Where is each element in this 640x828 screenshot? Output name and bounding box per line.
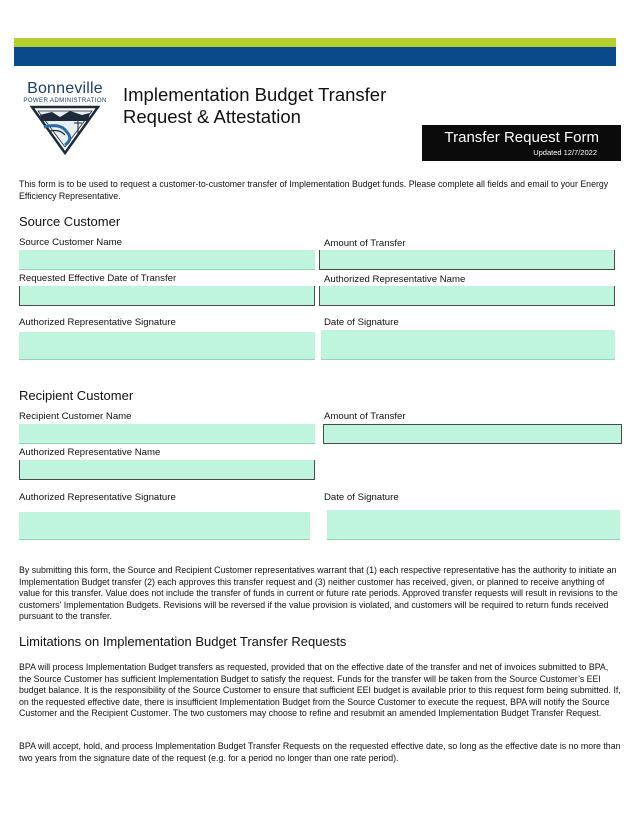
recipient-amount-input[interactable]: [323, 424, 622, 444]
recipient-signature-input[interactable]: [19, 512, 310, 540]
recipient-name-label: Recipient Customer Name: [19, 411, 132, 422]
source-signature-label: Authorized Representative Signature: [19, 317, 176, 328]
limitations-paragraph-2: BPA will accept, hold, and process Implementation Budget Transfer Requests on the requested effective date, so long as the effective date is no more than two years from the signature date of the request (e.g. for a period no longer than one rate period).: [19, 741, 621, 763]
form-name: Transfer Request Form: [444, 129, 599, 146]
logo-wordmark: Bonneville: [27, 80, 103, 97]
logo-subtitle: POWER ADMINISTRATION: [23, 97, 107, 104]
source-rep-input[interactable]: [319, 286, 615, 306]
limitations-heading: Limitations on Implementation Budget Transfer Requests: [19, 634, 347, 649]
recipient-signature-label: Authorized Representative Signature: [19, 492, 176, 503]
page-title: Implementation Budget Transfer Request & Attestation: [123, 84, 387, 127]
source-signature-input[interactable]: [19, 332, 315, 360]
limitations-paragraph-1: BPA will process Implementation Budget transfers as requested, provided that on the effective date of the transfer and net of invoices submitted to BPA, the Source Customer has sufficient Implementation Budget to satisfy the request. Funds for the transfer will be taken from the Source Customer’s EEI budget balance. It is the responsibility of the Source Customer to ensure that sufficient EEI budget is available prior to this request form being submitted. If, on the requested effective date, there is insufficient Implementation Budget from the Source Customer to execute the request, BPA will notify the Source Customer and the Recipient Customer. The two customers may choose to refine and resubmit an amended Implementation Budget Transfer Request.: [19, 662, 621, 718]
header-brand-bar: [14, 47, 616, 66]
source-sig-date-input[interactable]: [321, 330, 615, 360]
source-name-label: Source Customer Name: [19, 237, 122, 248]
source-amount-input[interactable]: [319, 250, 615, 270]
recipient-sig-date-input[interactable]: [327, 510, 620, 540]
bpa-logo-emblem-icon: [30, 105, 100, 155]
recipient-heading: Recipient Customer: [19, 388, 134, 403]
source-amount-label: Amount of Transfer: [324, 238, 406, 249]
source-rep-label: Authorized Representative Name: [324, 274, 466, 285]
intro-text: This form is to be used to request a customer-to-customer transfer of Implementation Budget funds. Please complete all fields and email to your Energy Efficiency Representative.: [19, 179, 609, 201]
source-sig-date-label: Date of Signature: [324, 317, 399, 328]
source-name-input[interactable]: [19, 250, 315, 270]
updated-date: Updated 12/7/2022: [533, 148, 597, 157]
recipient-amount-label: Amount of Transfer: [324, 411, 406, 422]
attestation-text: By submitting this form, the Source and Recipient Customer representatives warrant that (1) each respective representative has the authority to initiate an Implementation Budget transfer (2) each approves this transfer request and (3) neither customer has received, given, or planned to receive anything of value for this transfer. Value does not include the transfer of funds in current or future rate periods. Approved transfer requests will result in revisions to the customers' Implementation Budgets. Revisions will be reversed if the value provision is violated, and customers will be required to return funds received pursuant to the transfer.: [19, 565, 618, 621]
recipient-sig-date-label: Date of Signature: [324, 492, 399, 503]
source-date-input[interactable]: [19, 286, 315, 306]
source-heading: Source Customer: [19, 214, 121, 229]
recipient-rep-input[interactable]: [19, 460, 315, 480]
recipient-rep-label: Authorized Representative Name: [19, 447, 161, 458]
recipient-name-input[interactable]: [19, 424, 315, 444]
form-name-banner: [422, 125, 621, 161]
header-accent-bar: [14, 38, 616, 47]
source-date-label: Requested Effective Date of Transfer: [19, 273, 177, 284]
